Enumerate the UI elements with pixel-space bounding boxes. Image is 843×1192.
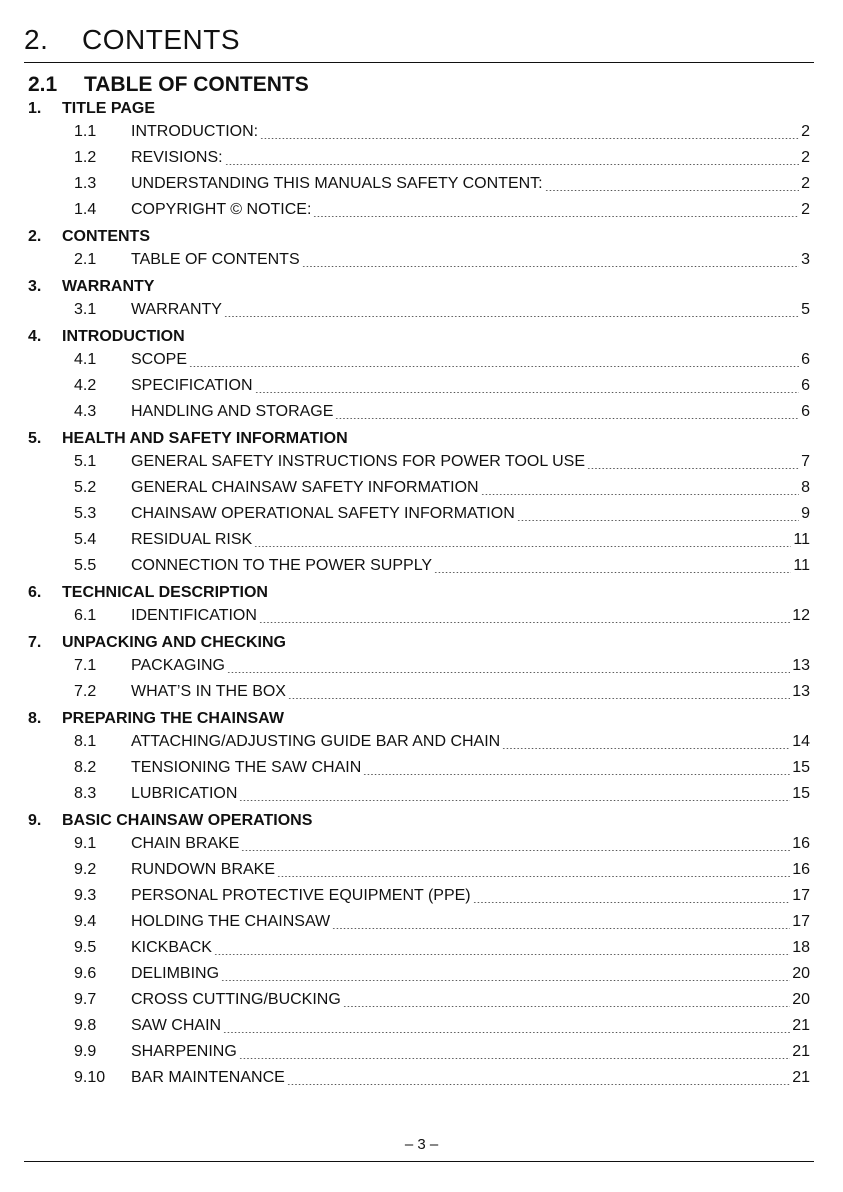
toc-entry[interactable] — [0, 883, 810, 909]
entry-page-number: 5 — [801, 301, 810, 318]
toc-entry[interactable] — [0, 653, 810, 679]
dot-leader — [241, 850, 790, 851]
dot-leader — [260, 138, 799, 139]
entry-number: 9.10 — [74, 1069, 106, 1086]
dot-leader — [239, 1058, 790, 1059]
entry-page-number: 20 — [792, 965, 810, 982]
section-heading[interactable] — [0, 810, 843, 831]
toc-entry[interactable] — [0, 755, 810, 781]
toc-entry[interactable] — [0, 501, 810, 527]
section-number: 1. — [28, 100, 42, 117]
entry-page-number: 13 — [792, 683, 810, 700]
toc-entry[interactable] — [0, 1013, 810, 1039]
entry-number: 9.7 — [74, 991, 97, 1008]
dot-leader — [254, 546, 791, 547]
section-number: 8. — [28, 710, 42, 727]
entry-page-number: 15 — [792, 759, 810, 776]
entry-page-number: 16 — [792, 861, 810, 878]
dot-leader — [225, 164, 800, 165]
section-title: BASIC CHAINSAW OPERATIONS — [62, 812, 313, 829]
entry-title: HANDLING AND STORAGE — [131, 403, 334, 420]
entry-number: 8.2 — [74, 759, 97, 776]
section-title: HEALTH AND SAFETY INFORMATION — [62, 430, 348, 447]
dot-leader — [214, 954, 790, 955]
entry-title: PERSONAL PROTECTIVE EQUIPMENT (PPE) — [131, 887, 471, 904]
section-number: 6. — [28, 584, 42, 601]
entry-title: COPYRIGHT © NOTICE: — [131, 201, 312, 218]
entry-page-number: 13 — [792, 657, 810, 674]
dot-leader — [517, 520, 799, 521]
toc-entry[interactable] — [0, 857, 810, 883]
entry-page-number: 2 — [801, 201, 810, 218]
entry-number: 7.2 — [74, 683, 97, 700]
entry-page-number: 17 — [792, 887, 810, 904]
entry-page-number: 21 — [792, 1069, 810, 1086]
entry-page-number: 21 — [792, 1043, 810, 1060]
entry-page-number: 21 — [792, 1017, 810, 1034]
section-number: 7. — [28, 634, 42, 651]
entry-title: GENERAL CHAINSAW SAFETY INFORMATION — [131, 479, 479, 496]
table-of-contents — [0, 98, 843, 1094]
entry-title: WHAT’S IN THE BOX — [131, 683, 286, 700]
toc-entry[interactable] — [0, 171, 810, 197]
toc-section — [0, 276, 843, 323]
toc-section — [0, 632, 843, 705]
dot-leader — [332, 928, 790, 929]
toc-entry[interactable] — [0, 399, 810, 425]
dot-leader — [259, 622, 790, 623]
entry-title: DELIMBING — [131, 965, 220, 982]
section-heading[interactable] — [0, 428, 843, 449]
toc-section — [0, 708, 843, 807]
toc-entry[interactable] — [0, 961, 810, 987]
entry-number: 8.3 — [74, 785, 97, 802]
entry-page-number: 17 — [792, 913, 810, 930]
dot-leader — [335, 418, 799, 419]
entry-title: HOLDING THE CHAINSAW — [131, 913, 331, 930]
toc-entry[interactable] — [0, 909, 810, 935]
dot-leader — [189, 366, 799, 367]
toc-entry[interactable] — [0, 475, 810, 501]
entry-page-number: 18 — [792, 939, 810, 956]
heading-rule — [24, 62, 814, 63]
dot-leader — [313, 216, 799, 217]
entry-number: 1.4 — [74, 201, 97, 218]
dot-leader — [481, 494, 800, 495]
dot-leader — [587, 468, 799, 469]
entry-page-number: 11 — [793, 531, 810, 548]
section-title: TECHNICAL DESCRIPTION — [62, 584, 268, 601]
toc-entry[interactable] — [0, 679, 810, 705]
entry-page-number: 2 — [801, 149, 810, 166]
entry-number: 9.9 — [74, 1043, 97, 1060]
section-heading[interactable] — [0, 582, 843, 603]
toc-entry[interactable] — [0, 603, 810, 629]
toc-entry[interactable] — [0, 197, 810, 223]
toc-entry[interactable] — [0, 527, 810, 553]
dot-leader — [227, 672, 790, 673]
toc-entry[interactable] — [0, 781, 810, 807]
toc-entry[interactable] — [0, 831, 810, 857]
entry-title: LUBRICATION — [131, 785, 238, 802]
dot-leader — [302, 266, 799, 267]
entry-number: 9.3 — [74, 887, 97, 904]
toc-entry[interactable] — [0, 449, 810, 475]
entry-title: SAW CHAIN — [131, 1017, 222, 1034]
entry-number: 9.2 — [74, 861, 97, 878]
page-heading-title: CONTENTS — [82, 24, 240, 55]
entry-page-number: 9 — [801, 505, 810, 522]
section-number: 5. — [28, 430, 42, 447]
dot-leader — [277, 876, 790, 877]
toc-heading-number: 2.1 — [28, 73, 58, 96]
toc-section — [0, 226, 843, 273]
toc-entry[interactable] — [0, 729, 810, 755]
toc-entry[interactable] — [0, 347, 810, 373]
entry-title: GENERAL SAFETY INSTRUCTIONS FOR POWER TOOL USE — [131, 453, 585, 470]
toc-entry[interactable] — [0, 247, 810, 273]
dot-leader — [224, 316, 799, 317]
dot-leader — [287, 1084, 790, 1085]
entry-title: SPECIFICATION — [131, 377, 253, 394]
entry-title: REVISIONS: — [131, 149, 223, 166]
toc-entry[interactable] — [0, 297, 810, 323]
entry-page-number: 2 — [801, 123, 810, 140]
toc-entry[interactable] — [0, 1065, 810, 1091]
toc-section — [0, 810, 843, 1091]
entry-page-number: 14 — [792, 733, 810, 750]
entry-title: RUNDOWN BRAKE — [131, 861, 276, 878]
entry-title: BAR MAINTENANCE — [131, 1069, 285, 1086]
entry-number: 1.2 — [74, 149, 97, 166]
entry-title: ATTACHING/ADJUSTING GUIDE BAR AND CHAIN — [131, 733, 501, 750]
entry-page-number: 7 — [801, 453, 810, 470]
section-title: INTRODUCTION — [62, 328, 185, 345]
section-heading[interactable] — [0, 326, 843, 347]
entry-page-number: 6 — [801, 403, 810, 420]
entry-title: WARRANTY — [131, 301, 222, 318]
section-number: 4. — [28, 328, 42, 345]
section-title: WARRANTY — [62, 278, 155, 295]
toc-section — [0, 326, 843, 425]
entry-number: 4.1 — [74, 351, 97, 368]
entry-number: 1.3 — [74, 175, 97, 192]
section-heading[interactable] — [0, 708, 843, 729]
toc-entry[interactable] — [0, 553, 810, 579]
entry-title: CONNECTION TO THE POWER SUPPLY — [131, 557, 433, 574]
entry-page-number: 6 — [801, 351, 810, 368]
entry-title: CHAIN BRAKE — [131, 835, 240, 852]
entry-title: PACKAGING — [131, 657, 225, 674]
section-title: PREPARING THE CHAINSAW — [62, 710, 284, 727]
entry-title: KICKBACK — [131, 939, 212, 956]
dot-leader — [288, 698, 790, 699]
dot-leader — [363, 774, 790, 775]
toc-section — [0, 582, 843, 629]
entry-number: 5.1 — [74, 453, 97, 470]
entry-number: 4.3 — [74, 403, 97, 420]
footer-rule — [24, 1161, 814, 1162]
toc-entry[interactable] — [0, 987, 810, 1013]
entry-title: INTRODUCTION: — [131, 123, 259, 140]
entry-title: TENSIONING THE SAW CHAIN — [131, 759, 362, 776]
entry-number: 2.1 — [74, 251, 97, 268]
entry-title: SCOPE — [131, 351, 188, 368]
entry-number: 9.1 — [74, 835, 97, 852]
entry-title: IDENTIFICATION — [131, 607, 257, 624]
toc-section — [0, 428, 843, 579]
toc-entry[interactable] — [0, 935, 810, 961]
toc-entry[interactable] — [0, 373, 810, 399]
entry-number: 9.5 — [74, 939, 97, 956]
entry-number: 6.1 — [74, 607, 97, 624]
section-number: 9. — [28, 812, 42, 829]
dot-leader — [255, 392, 800, 393]
section-heading[interactable] — [0, 98, 843, 119]
section-title: UNPACKING AND CHECKING — [62, 634, 286, 651]
entry-number: 3.1 — [74, 301, 97, 318]
entry-number: 9.6 — [74, 965, 97, 982]
dot-leader — [239, 800, 790, 801]
entry-number: 8.1 — [74, 733, 97, 750]
entry-number: 5.2 — [74, 479, 97, 496]
toc-heading-title: TABLE OF CONTENTS — [84, 73, 309, 96]
entry-number: 5.4 — [74, 531, 97, 548]
entry-page-number: 11 — [793, 557, 810, 574]
entry-number: 1.1 — [74, 123, 97, 140]
entry-page-number: 15 — [792, 785, 810, 802]
dot-leader — [343, 1006, 790, 1007]
entry-number: 9.4 — [74, 913, 97, 930]
entry-number: 5.3 — [74, 505, 97, 522]
dot-leader — [434, 572, 791, 573]
section-title: TITLE PAGE — [62, 100, 156, 117]
section-number: 2. — [28, 228, 42, 245]
dot-leader — [221, 980, 790, 981]
entry-number: 7.1 — [74, 657, 97, 674]
entry-page-number: 8 — [801, 479, 810, 496]
section-number: 3. — [28, 278, 42, 295]
dot-leader — [545, 190, 799, 191]
dot-leader — [223, 1032, 790, 1033]
page-heading — [24, 22, 240, 58]
section-heading[interactable] — [0, 226, 843, 247]
section-heading[interactable] — [0, 276, 843, 297]
entry-number: 4.2 — [74, 377, 97, 394]
entry-number: 9.8 — [74, 1017, 97, 1034]
page-heading-number: 2. — [24, 24, 49, 55]
toc-entry[interactable] — [0, 119, 810, 145]
dot-leader — [473, 902, 791, 903]
entry-page-number: 6 — [801, 377, 810, 394]
section-heading[interactable] — [0, 632, 843, 653]
entry-page-number: 16 — [792, 835, 810, 852]
entry-title: CHAINSAW OPERATIONAL SAFETY INFORMATION — [131, 505, 515, 522]
entry-page-number: 2 — [801, 175, 810, 192]
entry-page-number: 3 — [801, 251, 810, 268]
entry-title: SHARPENING — [131, 1043, 237, 1060]
toc-entry[interactable] — [0, 145, 810, 171]
entry-number: 5.5 — [74, 557, 97, 574]
entry-title: TABLE OF CONTENTS — [131, 251, 300, 268]
section-title: CONTENTS — [62, 228, 150, 245]
entry-title: UNDERSTANDING THIS MANUALS SAFETY CONTENT: — [131, 175, 543, 192]
toc-section — [0, 98, 843, 223]
entry-title: RESIDUAL RISK — [131, 531, 253, 548]
page-number: – 3 – — [404, 1136, 439, 1153]
entry-title: CROSS CUTTING/BUCKING — [131, 991, 341, 1008]
dot-leader — [502, 748, 790, 749]
toc-entry[interactable] — [0, 1039, 810, 1065]
entry-page-number: 12 — [792, 607, 810, 624]
toc-heading — [28, 72, 309, 98]
entry-page-number: 20 — [792, 991, 810, 1008]
